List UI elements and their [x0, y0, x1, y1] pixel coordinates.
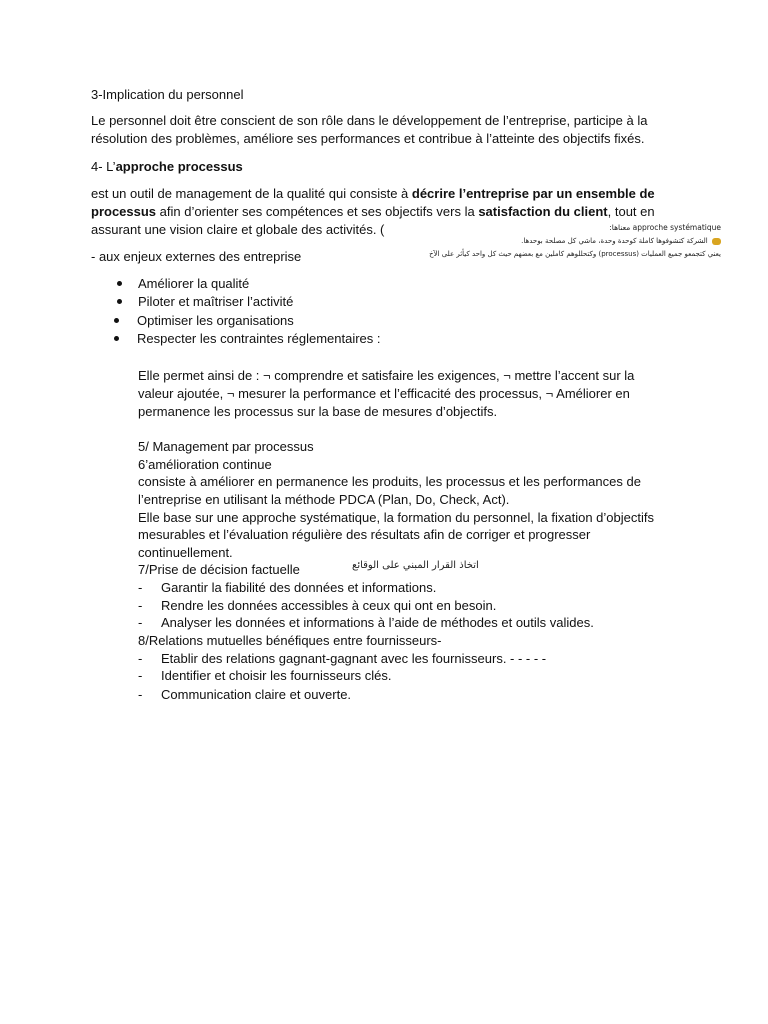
- section-7-item: Rendre les données accessibles à ceux qui ont en besoin.: [161, 598, 497, 613]
- section-7-arabic-note: اتخاذ القرار المبني على الوقائع: [352, 560, 479, 571]
- text-run: afin d’orienter ses compétences et ses objectifs vers la: [156, 204, 479, 219]
- section-6-para-line: l’entreprise en utilisant la méthode PDCA (Plan, Do, Check, Act).: [138, 492, 510, 507]
- section-6-para-line: consiste à améliorer en permanence les produits, les processus et les performances de: [138, 474, 641, 489]
- bullet-icon: [117, 281, 122, 286]
- dash-marker: -: [138, 615, 143, 630]
- arabic-note-image: [425, 220, 725, 262]
- section-4-heading: [91, 158, 243, 176]
- section-7-heading: 7/Prise de décision factuelle: [138, 562, 300, 577]
- section-6-para-line: Elle base sur une approche systématique, la formation du personnel, la fixation d’objectifs: [138, 510, 654, 525]
- permet-line: Elle permet ainsi de : ¬ comprendre et satisfaire les exigences, ¬ mettre l’accent sur la: [138, 368, 635, 383]
- bullet-icon: [117, 299, 122, 304]
- section-6-para-line: continuellement.: [138, 545, 233, 560]
- text-run: est un outil de management de la qualité qui consiste à: [91, 186, 412, 201]
- section-3-para-line: Le personnel doit être conscient de son rôle dans le développement de l’entreprise, participe à la: [91, 113, 648, 128]
- section-3-heading: 3-Implication du personnel: [91, 87, 244, 102]
- section-4-para-line: [91, 185, 655, 203]
- section-3-para-line: résolution des problèmes, améliore ses performances et contribue à l’atteinte des objectifs fixés.: [91, 131, 645, 146]
- bullet-item: Améliorer la qualité: [138, 276, 250, 291]
- bullet-icon: [114, 336, 119, 341]
- section-4-para-line: [91, 203, 655, 221]
- heading-bold: approche processus: [115, 159, 243, 174]
- section-7-item: Garantir la fiabilité des données et informations.: [161, 580, 437, 595]
- bullet-item: Respecter les contraintes réglementaires :: [137, 331, 381, 346]
- dash-marker: -: [138, 668, 143, 683]
- bold-run: processus: [91, 204, 157, 219]
- permet-line: valeur ajoutée, ¬ mesurer la performance et l’efficacité des processus, ¬ Améliorer en: [138, 386, 630, 401]
- note-ar-prefix: معناها:: [609, 223, 631, 232]
- section-8-heading: 8/Relations mutuelles bénéfiques entre fournisseurs-: [138, 633, 442, 648]
- pointing-hand-icon: [712, 238, 721, 245]
- dash-marker: -: [138, 580, 143, 595]
- bold-run: satisfaction du client: [478, 204, 608, 219]
- permet-line: permanence les processus sur la base de mesures d’objectifs.: [138, 404, 498, 419]
- section-6-para-line: mesurables et l’évaluation régulière des résultats afin de corriger et progresser: [138, 527, 591, 542]
- section-4-para-line: assurant une vision claire et globale des activités. (: [91, 222, 385, 237]
- heading-prefix: 4- L’: [91, 159, 116, 174]
- note-line-1: [609, 223, 721, 233]
- section-8-item: Identifier et choisir les fournisseurs clés.: [161, 668, 392, 683]
- bullet-item: Piloter et maîtriser l’activité: [138, 294, 294, 309]
- dash-marker: -: [138, 687, 143, 702]
- note-line-3: يعني كتجمعو جميع العمليات (processus) وكتحللوهم كاملين مع بعضهم حيث كل واحد كيأثر على الآخ: [429, 250, 721, 258]
- section-4-enjeux-line: - aux enjeux externes des entreprise: [91, 249, 302, 264]
- section-7-item: Analyser les données et informations à l’aide de méthodes et outils valides.: [161, 615, 594, 630]
- section-8-item: Communication claire et ouverte.: [161, 687, 352, 702]
- bullet-item: Optimiser les organisations: [137, 313, 294, 328]
- section-8-item: Etablir des relations gagnant-gagnant avec les fournisseurs. - - - - -: [161, 651, 547, 666]
- text-run: , tout en: [607, 204, 655, 219]
- note-fr-term: approche systématique: [632, 223, 721, 232]
- section-5-heading: 5/ Management par processus: [138, 439, 314, 454]
- bullet-icon: [114, 318, 119, 323]
- note-text: الشركة كتشوفوها كاملة كوحدة وحدة، ماشي كل مصلحة بوحدها.: [521, 237, 708, 245]
- section-6-heading: 6’amélioration continue: [138, 457, 272, 472]
- bold-run: décrire l’entreprise par un ensemble de: [411, 186, 655, 201]
- note-line-2: [521, 236, 721, 246]
- dash-marker: -: [138, 598, 143, 613]
- dash-marker: -: [138, 651, 143, 666]
